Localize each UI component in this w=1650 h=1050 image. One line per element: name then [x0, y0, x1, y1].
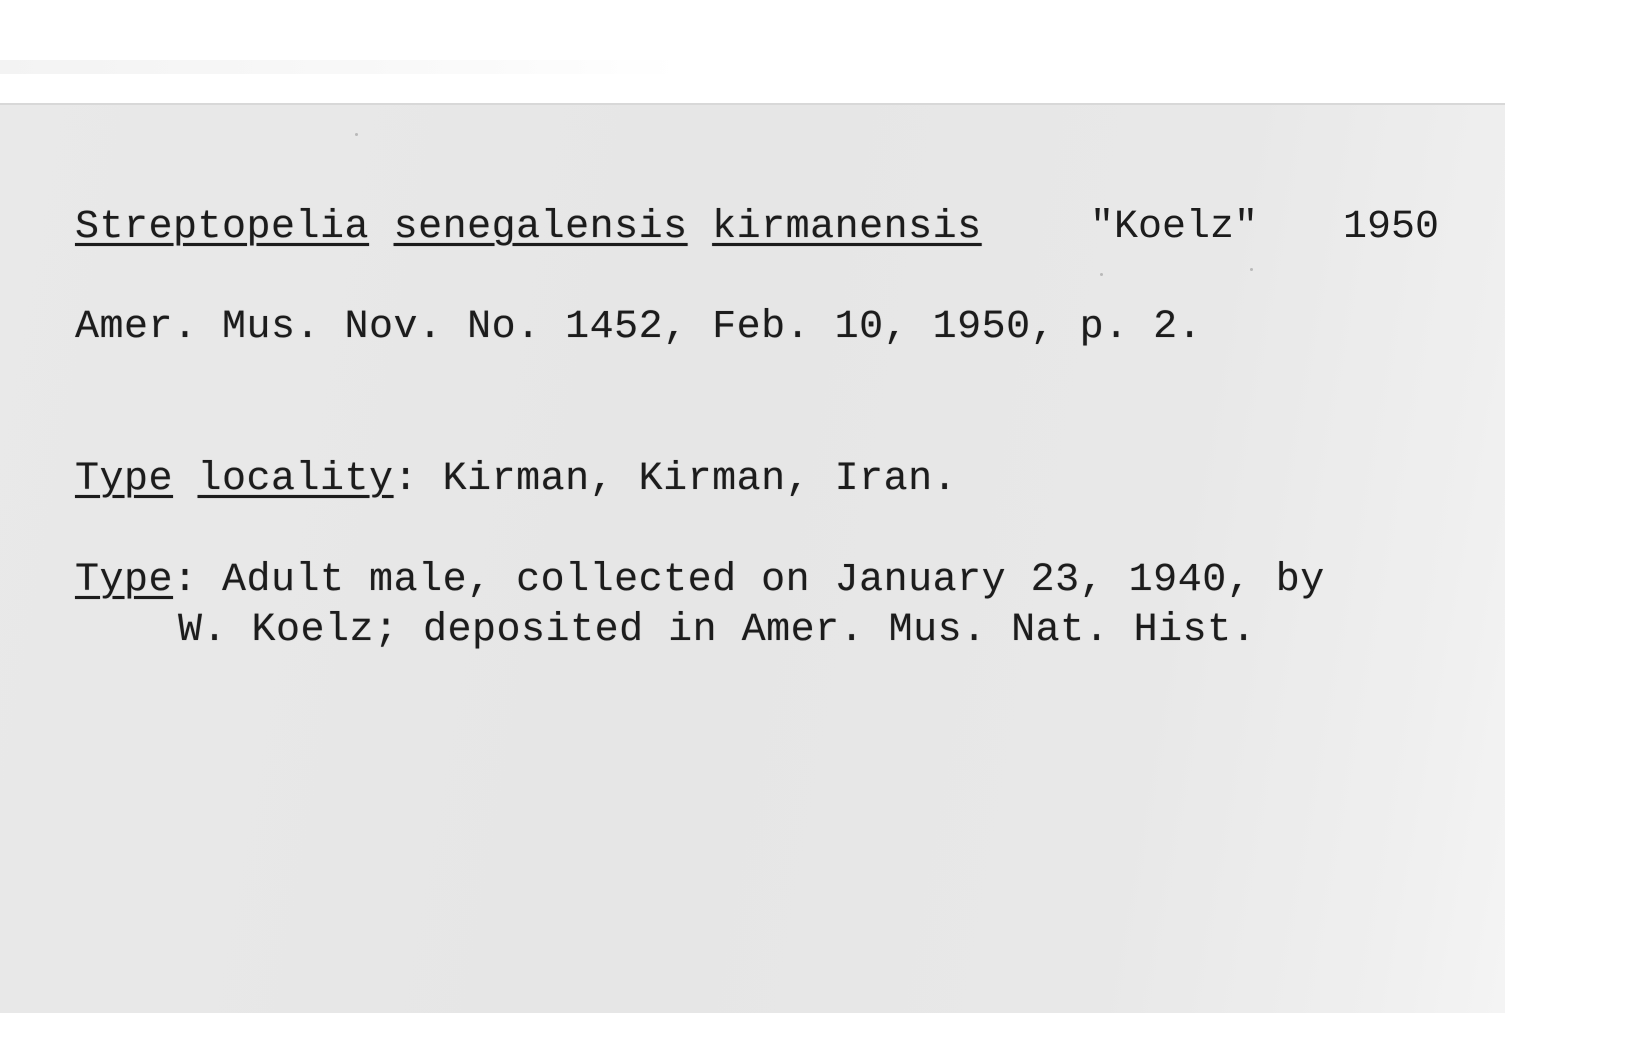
type-specimen-line-1: [75, 559, 1325, 603]
citation-line: Amer. Mus. Nov. No. 1452, Feb. 10, 1950, p. 2.: [75, 305, 1203, 350]
type-specimen-line-2: W. Koelz; deposited in Amer. Mus. Nat. Hist.: [178, 608, 1257, 653]
type-colon: :: [173, 558, 198, 603]
type-locality-line: [75, 458, 957, 502]
author-name: "Koelz": [1090, 205, 1259, 250]
type-locality-label-word1: Type: [75, 457, 174, 502]
species-name: senegalensis: [393, 205, 688, 250]
type-locality-value: Kirman, Kirman, Iran.: [418, 457, 958, 502]
subspecies-name: kirmanensis: [712, 205, 982, 250]
index-card: [0, 103, 1505, 1013]
description-year: 1950: [1343, 205, 1440, 250]
genus-name: Streptopelia: [75, 205, 370, 250]
paper-speck: [1100, 273, 1103, 276]
type-locality-label-word2: locality: [197, 457, 394, 502]
scan-edge-strip: [0, 60, 680, 74]
paper-speck: [355, 133, 358, 136]
taxon-name-line: [75, 206, 982, 250]
type-locality-colon: :: [393, 457, 419, 502]
type-description-1: Adult male, collected on January 23, 1940, by: [197, 558, 1325, 603]
type-label: Type: [75, 558, 174, 603]
paper-speck: [1250, 268, 1253, 271]
